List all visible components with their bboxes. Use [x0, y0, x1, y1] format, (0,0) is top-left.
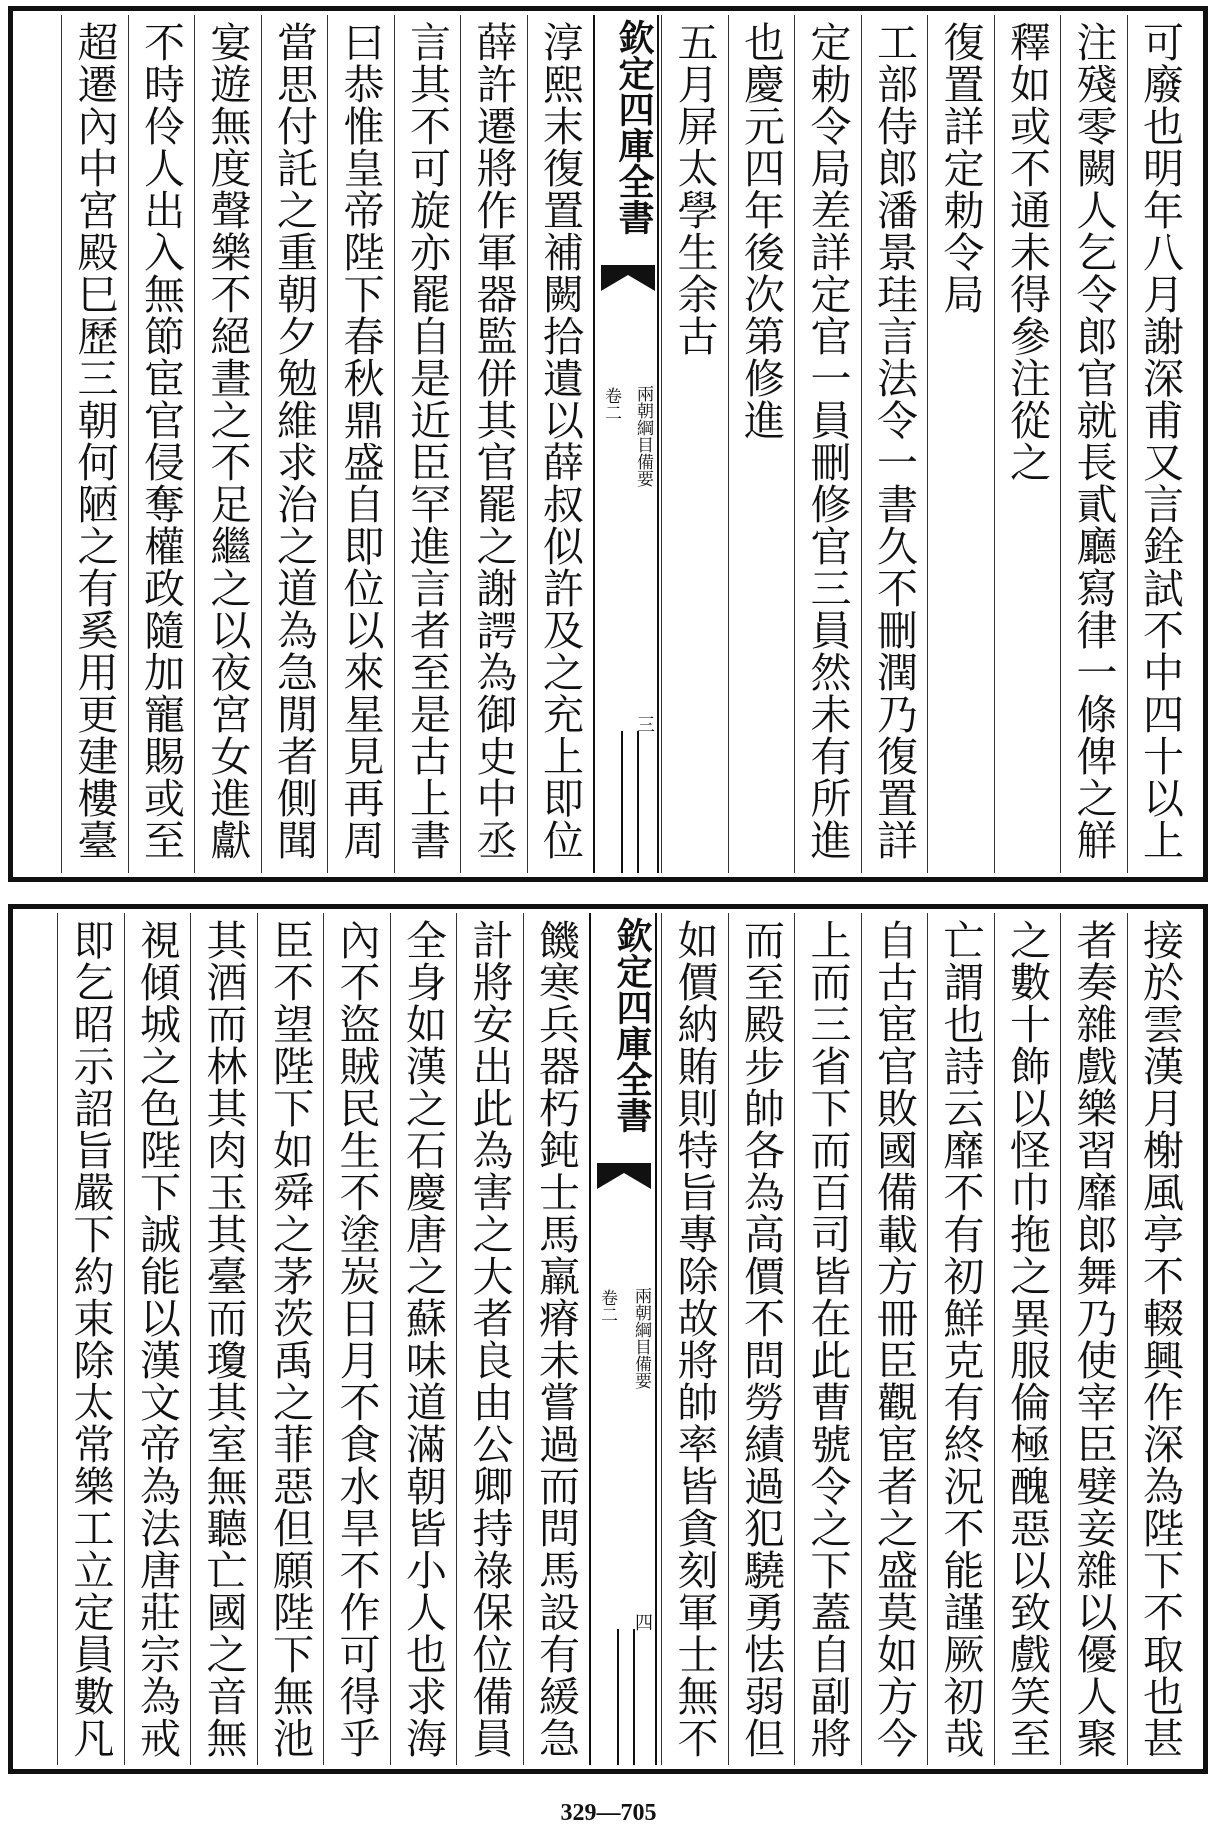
column-text: 亡謂也詩云靡不有初鮮克有終況不能謹厥初哉 [936, 919, 985, 1759]
column-text: 之數十飾以怪巾拖之異服倫極醜惡以致戲笑至 [1003, 919, 1051, 1759]
text-column [327, 15, 394, 873]
banner-title: 欽定四庫全書 [613, 19, 655, 235]
column-text: 視傾城之色陛下誠能以漢文帝為法唐莊宗為戒 [133, 919, 181, 1759]
banner-book-title: 兩朝綱目備要 [633, 385, 653, 487]
text-column [794, 15, 861, 873]
column-text: 釋如或不通未得參注從之 [1003, 21, 1051, 483]
text-column [190, 913, 257, 1765]
bottom-page [8, 904, 1208, 1774]
top-page [8, 6, 1208, 882]
column-text: 注殘零闕人乞令郎官就長貳廳寫律一條俾之觧 [1069, 21, 1118, 861]
page-footer-number: 329—705 [560, 1800, 657, 1826]
column-text: 饑寒兵器朽鈍士馬羸瘠未嘗過而問馬設有緩急 [532, 919, 580, 1759]
column-text: 全身如漢之石慶唐之蘇味道滿朝皆小人也求海 [399, 919, 447, 1759]
column-text: 自古宦官敗國備載方冊臣觀宦者之盛莫如方今 [870, 919, 918, 1759]
column-text: 定勅令局差詳定官一員刪修官三員然未有所進 [803, 21, 852, 861]
text-column [194, 15, 261, 873]
text-column [128, 15, 195, 873]
column-text: 薛許遷將作軍器監併其官罷之謝諤為御史中丞 [469, 21, 518, 861]
column-text: 接於雲漢月榭風亭不輟興作深為陛下不取也甚 [1136, 919, 1184, 1759]
text-column [460, 15, 527, 873]
column-text: 宴遊無度聲樂不絕晝之不足繼之以夜宮女進獻 [203, 21, 252, 861]
text-column [390, 913, 457, 1765]
text-column [257, 913, 324, 1765]
text-column [861, 913, 928, 1765]
column-text: 復置詳定勅令局 [936, 21, 985, 315]
text-column [994, 15, 1061, 873]
column-text: 不時伶人出入無節宦官侵奪權政隨加寵賜或至 [137, 21, 185, 861]
text-column [323, 913, 390, 1765]
text-column [1060, 913, 1127, 1765]
text-column [1127, 15, 1194, 873]
text-column [994, 913, 1061, 1765]
text-column [1060, 15, 1127, 873]
text-column [661, 913, 728, 1765]
text-column [527, 15, 594, 873]
column-text: 淳熙末復置補闕拾遺以薛叔似許及之充上即位 [536, 21, 584, 861]
text-column [861, 15, 928, 873]
banner-bottom-rule [617, 1629, 635, 1765]
text-column [728, 913, 795, 1765]
column-text: 超遷內中宮殿巳歷三朝何陋之有奚用更建樓臺 [70, 21, 119, 861]
bottom-page-banner [589, 913, 657, 1765]
text-column [794, 913, 861, 1765]
text-column [456, 913, 523, 1765]
fish-tail-ornament [597, 1163, 651, 1189]
column-text: 其酒而林其肉玉其臺而瓊其室無聽亡國之音無 [199, 919, 248, 1759]
column-text: 即乞昭示詔旨嚴下約束除太常樂工立定員數凡 [66, 919, 115, 1759]
banner-page-number: 四 [632, 1613, 653, 1631]
banner-volume: 卷二 [601, 387, 621, 421]
column-text: 者奏雜戲樂習靡郎舞乃使宰臣嬖妾雜以優人聚 [1069, 919, 1118, 1759]
column-text: 如價納賄則特旨專除故將帥率皆貪刻軍士無不 [670, 919, 719, 1759]
text-column [261, 15, 328, 873]
text-column [57, 913, 124, 1765]
fish-tail-ornament [601, 265, 655, 291]
column-text: 當思付託之重朝夕勉維求治之道為急閒者側聞 [270, 21, 318, 861]
column-text: 上而三省下而百司皆在此曹號令之下蓋自副將 [803, 919, 852, 1759]
text-column [394, 15, 461, 873]
column-text: 也慶元四年後次第修進 [737, 21, 785, 441]
text-column [927, 913, 994, 1765]
column-text: 五月屏太學生余古 [670, 21, 719, 357]
text-column [61, 15, 128, 873]
column-text: 臣不望陛下如舜之茅茨禹之菲惡但願陛下無池 [266, 919, 314, 1759]
text-column [523, 913, 590, 1765]
text-column [661, 15, 728, 873]
text-column [124, 913, 191, 1765]
text-column [728, 15, 795, 873]
column-text: 計將安出此為害之大者良由公卿持祿保位備員 [465, 919, 514, 1759]
banner-title: 欽定四庫全書 [611, 917, 653, 1133]
text-column [927, 15, 994, 873]
text-column [1127, 913, 1194, 1765]
banner-book-title: 兩朝綱目備要 [631, 1287, 651, 1389]
column-text: 言其不可旋亦罷自是近臣罕進言者至是古上書 [403, 21, 451, 861]
column-text: 可廢也明年八月謝深甫又言銓試不中四十以上 [1136, 21, 1184, 861]
column-text: 曰恭惟皇帝陛下春秋鼎盛自即位以來星見再周 [336, 21, 385, 861]
column-text: 工部侍郎潘景珪言法令一書久不刪潤乃復置詳 [870, 21, 918, 861]
banner-page-number: 三 [634, 715, 655, 733]
column-text: 而至殿步帥各為高價不問勞績過犯驍勇怯弱但 [737, 919, 785, 1759]
top-page-banner [593, 15, 659, 873]
banner-volume: 卷二 [597, 1289, 617, 1323]
column-text: 內不盜賊民生不塗炭日月不食水旱不作可得乎 [332, 919, 381, 1759]
banner-bottom-rule [621, 731, 639, 873]
